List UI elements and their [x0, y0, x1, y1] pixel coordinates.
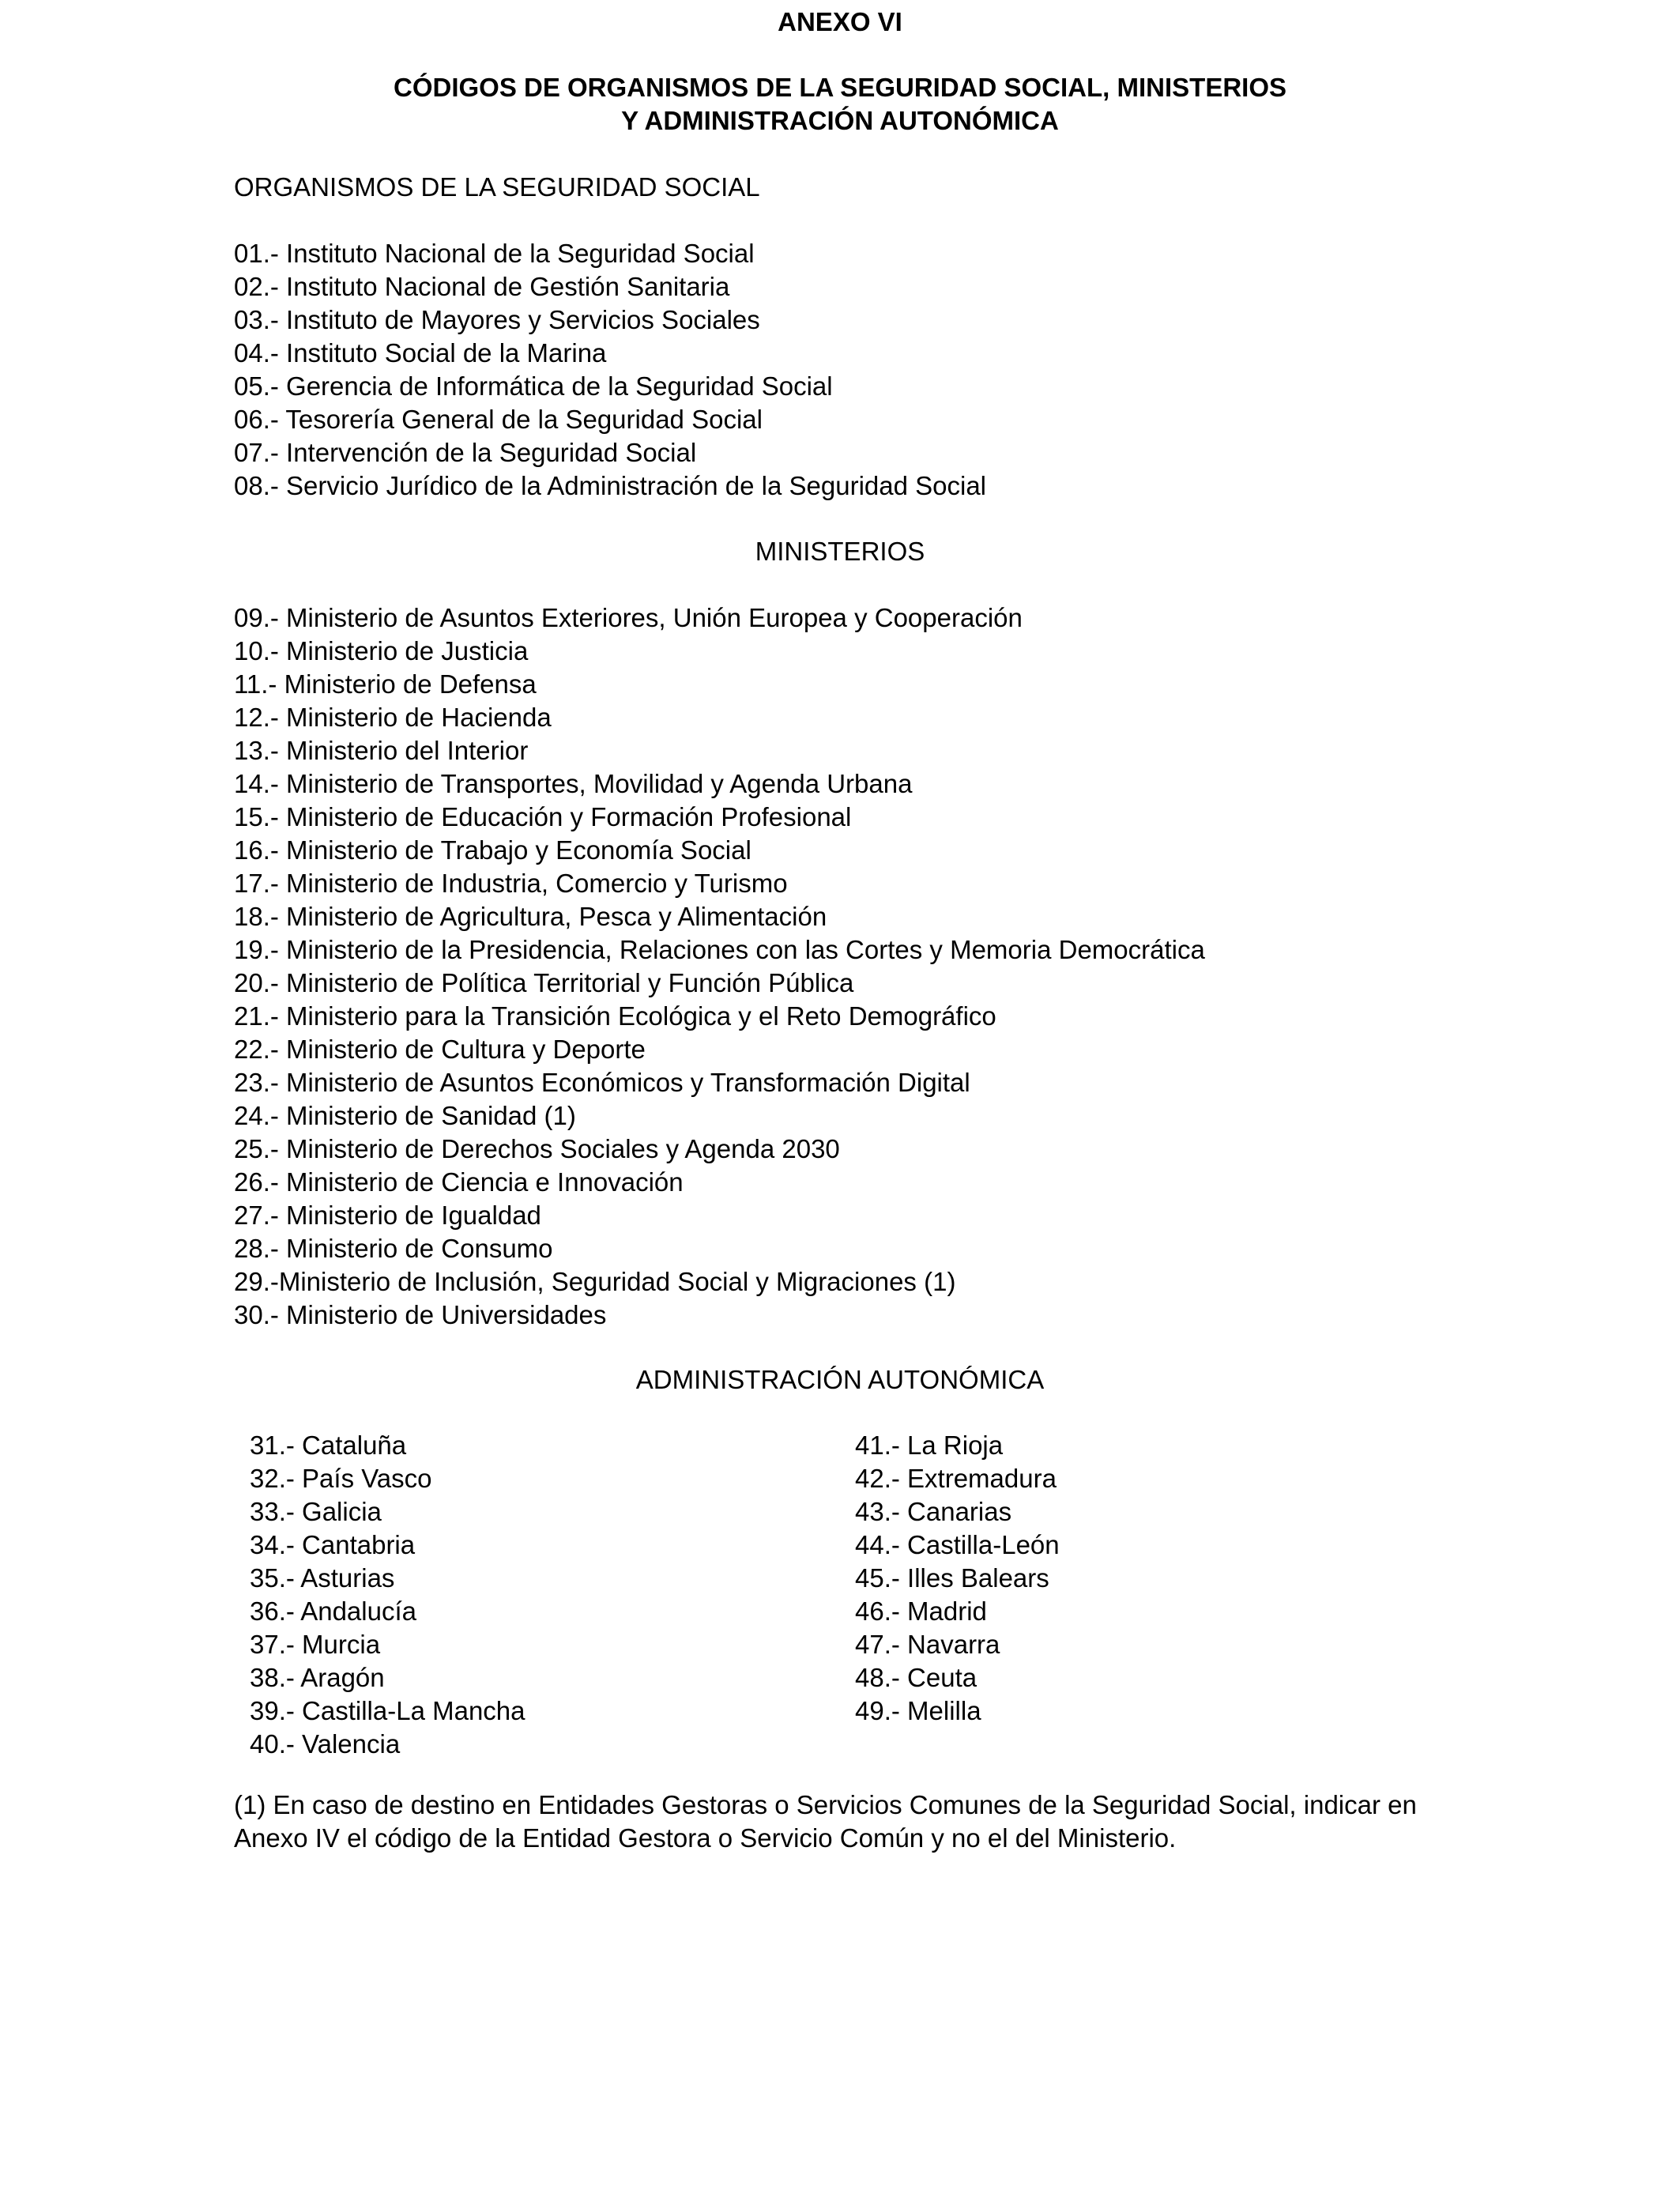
list-item: 48.- Ceuta [855, 1663, 977, 1692]
list-item: 35.- Asturias [250, 1563, 395, 1593]
list-item: 09.- Ministerio de Asuntos Exteriores, Unión Europea y Cooperación [234, 603, 1023, 632]
list-item: 42.- Extremadura [855, 1464, 1057, 1493]
list-item: 04.- Instituto Social de la Marina [234, 338, 607, 368]
list-item: 49.- Melilla [855, 1696, 981, 1725]
autonomous-list-left [250, 1429, 525, 1761]
list-item: 03.- Instituto de Mayores y Servicios Sociales [234, 305, 760, 334]
social-security-list [234, 237, 986, 503]
list-item: 12.- Ministerio de Hacienda [234, 703, 552, 732]
list-item: 38.- Aragón [250, 1663, 385, 1692]
list-item: 25.- Ministerio de Derechos Sociales y Agenda 2030 [234, 1134, 840, 1163]
list-item: 28.- Ministerio de Consumo [234, 1234, 553, 1263]
list-item: 14.- Ministerio de Transportes, Movilidad y Agenda Urbana [234, 769, 913, 798]
main-title-line-2: Y ADMINISTRACIÓN AUTONÓMICA [621, 106, 1059, 135]
ministries-heading: MINISTERIOS [755, 537, 925, 566]
list-item: 15.- Ministerio de Educación y Formación Profesional [234, 802, 852, 831]
list-item: 37.- Murcia [250, 1630, 381, 1659]
list-item: 06.- Tesorería General de la Seguridad Social [234, 405, 763, 434]
list-item: 24.- Ministerio de Sanidad (1) [234, 1101, 576, 1130]
list-item: 43.- Canarias [855, 1497, 1012, 1526]
list-item: 10.- Ministerio de Justicia [234, 636, 529, 665]
list-item: 21.- Ministerio para la Transición Ecológica y el Reto Demográfico [234, 1001, 996, 1031]
list-item: 32.- País Vasco [250, 1464, 432, 1493]
list-item: 44.- Castilla-León [855, 1530, 1060, 1559]
social-security-heading: ORGANISMOS DE LA SEGURIDAD SOCIAL [234, 172, 760, 202]
autonomous-heading: ADMINISTRACIÓN AUTONÓMICA [635, 1365, 1045, 1394]
list-item: 33.- Galicia [250, 1497, 382, 1526]
autonomous-list-right [855, 1429, 1060, 1728]
list-item: 40.- Valencia [250, 1729, 401, 1759]
list-item: 31.- Cataluña [250, 1431, 407, 1460]
list-item: 05.- Gerencia de Informática de la Seguridad Social [234, 371, 833, 401]
footnote: (1) En caso de destino en Entidades Gestoras o Servicios Comunes de la Seguridad Social, indicar en Anexo IV el código de la Entidad Gestora o Servicio Común y no el del Ministerio. [234, 1790, 1417, 1853]
list-item: 30.- Ministerio de Universidades [234, 1300, 607, 1329]
list-item: 39.- Castilla-La Mancha [250, 1696, 525, 1725]
list-item: 20.- Ministerio de Política Territorial y Función Pública [234, 968, 854, 997]
list-item: 07.- Intervención de la Seguridad Social [234, 438, 697, 467]
list-item: 36.- Andalucía [250, 1596, 416, 1626]
list-item: 11.- Ministerio de Defensa [234, 669, 537, 699]
list-item: 41.- La Rioja [855, 1431, 1004, 1460]
list-item: 19.- Ministerio de la Presidencia, Relaciones con las Cortes y Memoria Democrática [234, 935, 1205, 964]
list-item: 16.- Ministerio de Trabajo y Economía Social [234, 835, 751, 865]
list-item: 13.- Ministerio del Interior [234, 736, 529, 765]
list-item: 27.- Ministerio de Igualdad [234, 1201, 541, 1230]
list-item: 45.- Illes Balears [855, 1563, 1049, 1593]
list-item: 22.- Ministerio de Cultura y Deporte [234, 1035, 646, 1064]
list-item: 08.- Servicio Jurídico de la Administración de la Seguridad Social [234, 471, 987, 500]
list-item: 23.- Ministerio de Asuntos Económicos y Transformación Digital [234, 1068, 970, 1097]
list-item: 17.- Ministerio de Industria, Comercio y Turismo [234, 869, 788, 898]
ministries-list [234, 601, 1205, 1332]
list-item: 47.- Navarra [855, 1630, 1000, 1659]
main-title-line-1: CÓDIGOS DE ORGANISMOS DE LA SEGURIDAD SOCIAL, MINISTERIOS [393, 73, 1287, 102]
list-item: 46.- Madrid [855, 1596, 987, 1626]
list-item: 34.- Cantabria [250, 1530, 416, 1559]
list-item: 02.- Instituto Nacional de Gestión Sanitaria [234, 272, 730, 301]
list-item: 01.- Instituto Nacional de la Seguridad Social [234, 239, 755, 268]
list-item: 29.-Ministerio de Inclusión, Seguridad Social y Migraciones (1) [234, 1267, 956, 1296]
list-item: 18.- Ministerio de Agricultura, Pesca y Alimentación [234, 902, 827, 931]
list-item: 26.- Ministerio de Ciencia e Innovación [234, 1167, 684, 1197]
annex-title: ANEXO VI [778, 7, 902, 36]
